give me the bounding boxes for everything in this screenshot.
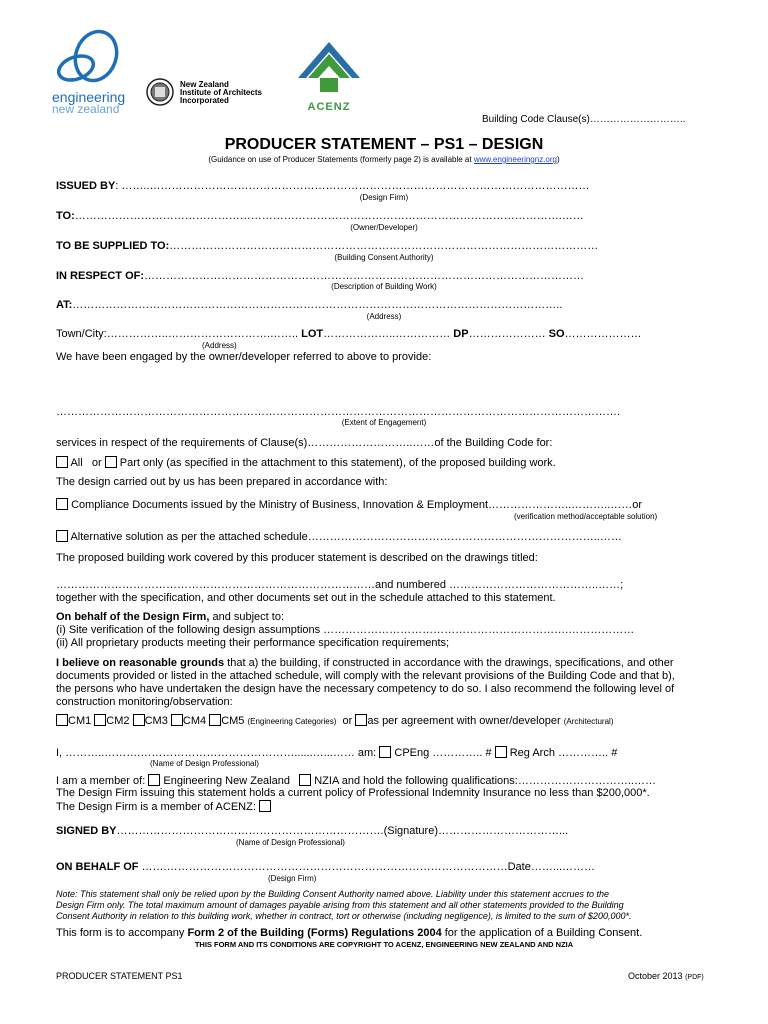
together-text: together with the specification, and other documents set out in the schedule attached to this statement. <box>56 592 556 604</box>
cm2-checkbox[interactable] <box>94 714 106 726</box>
on-behalf-field[interactable]: ON BEHALF OF …….…………………………………………………………………………………Date……...……… <box>56 861 596 873</box>
town-city-field[interactable]: Town/City:……………..……………………….…….. LOT………………..…………… DP………………… SO………………… <box>56 328 642 340</box>
verification-caption: (verification method/acceptable solution) <box>514 512 658 521</box>
proprietary-text: (ii) All proprietary products meeting their performance specification requirements; <box>56 637 450 649</box>
all-or-part-row: All or Part only (as specified in the attachment to this statement), of the proposed building work. <box>56 456 556 469</box>
compliance-checkbox[interactable] <box>56 498 68 510</box>
footer-right: October 2013 (PDF) <box>628 971 704 981</box>
cm5-checkbox[interactable] <box>209 714 221 726</box>
alternative-row <box>56 530 622 543</box>
professional-caption: (Name of Design Professional) <box>150 759 259 768</box>
nzia-seal-icon <box>146 78 174 106</box>
acenz-mark-icon <box>294 40 364 96</box>
engnz-member-checkbox[interactable] <box>148 774 160 786</box>
town-caption: (Address) <box>202 341 237 350</box>
professional-name-line[interactable]: I, ………..……….……………………………………......…...…… am: <box>56 747 377 759</box>
guidance-text: (Guidance on use of Producer Statements (formerly page 2) is available at www.engineeringnz.org) <box>208 155 560 164</box>
issued-by-field[interactable]: ISSUED BY: ……..………………………………………………………………………………………………………… <box>56 180 590 192</box>
compliance-label: Compliance Documents issued by the Ministry of Business, Innovation & Employment…………………..………..……or <box>71 499 643 511</box>
footer-left: PRODUCER STATEMENT PS1 <box>56 971 183 981</box>
alternative-label: Alternative solution as per the attached schedule……………………………………………………………………..…… <box>70 531 622 543</box>
nzia-member-checkbox[interactable] <box>299 774 311 786</box>
all-label: All <box>70 457 83 469</box>
engagement-caption: (Extent of Engagement) <box>341 418 427 427</box>
on-behalf-caption: (Design Firm) <box>268 874 317 883</box>
in-respect-of-field[interactable]: IN RESPECT OF:………………………………………………………………………………………………………… <box>56 270 585 282</box>
nzia-line2: Institute of Architects <box>180 88 262 97</box>
signed-by-field[interactable]: SIGNED BY……………………………………………………………….(Signature)……………………………... <box>56 825 569 837</box>
believe-line3: the persons who have undertaken the design have the necessary competency to do so. I also recommend the following level of <box>56 683 675 695</box>
part-only-label: Part only (as specified in the attachment to this statement), of the proposed building work. <box>119 457 556 469</box>
drawings-titled-text: The proposed building work covered by this producer statement is described on the drawings titled: <box>56 552 538 564</box>
signed-caption: (Name of Design Professional) <box>236 838 345 847</box>
design-carried-text: The design carried out by us has been prepared in accordance with: <box>56 476 388 488</box>
nzia-line3: Incorporated <box>180 96 229 105</box>
in-respect-of-caption: (Description of Building Work) <box>331 282 437 291</box>
at-caption: (Address) <box>366 312 402 321</box>
building-code-clause: Building Code Clause(s)……………………….. <box>482 114 686 125</box>
alternative-checkbox[interactable] <box>56 530 68 542</box>
numbered-line[interactable]: ……………………………………………………………………………and numbered …………………………………..……; <box>56 579 624 591</box>
guidance-link[interactable]: www.engineeringnz.org <box>473 155 557 164</box>
issued-by-caption: (Design Firm) <box>359 193 409 202</box>
cpeng-checkbox[interactable] <box>379 746 391 758</box>
compliance-row <box>56 498 642 511</box>
professional-row: I, ………..……….……………………………………......…...…… am: CPEng ………….. # Reg Arch ………….. # <box>56 747 618 759</box>
on-behalf-heading: On behalf of the Design Firm, and subject to: <box>56 611 285 623</box>
acenz-word: ACENZ <box>307 101 351 113</box>
note-line2: Design Firm only. The total maximum amount of damages payable arising from this statement and all other statements provided to the Building <box>56 900 624 910</box>
believe-line4: construction monitoring/observation: <box>56 696 233 708</box>
cm-row: CM1 CM2 CM3 CM4 CM5 (Engineering Categories) or as per agreement with owner/developer (Architectural) <box>56 714 613 727</box>
believe-line2: documents provided or listed in the attached schedule, will comply with the relevant provisions of the Building Code and that b), <box>56 670 675 682</box>
to-caption: (Owner/Developer) <box>350 223 418 232</box>
note-line1: Note: This statement shall only be relied upon by the Building Consent Authority named above. Liability under this statement accrues to the <box>56 889 609 899</box>
engnz-logo-word2: new zealand <box>52 102 120 116</box>
engagement-line[interactable]: ………………………………………………………………………………………………………………………………………. <box>56 406 621 418</box>
accompany-text: This form is to accompany Form 2 of the Building (Forms) Regulations 2004 for the application of a Building Consent. <box>56 927 643 939</box>
acenz-member-row: The Design Firm is a member of ACENZ: <box>56 800 271 813</box>
engaged-text: We have been engaged by the owner/developer referred to above to provide: <box>56 351 432 363</box>
engineering-nz-logo <box>52 28 126 116</box>
cm3-checkbox[interactable] <box>133 714 145 726</box>
note-line3: Consent Authority in relation to this building work, whether in contract, tort or otherwise (including negligence), is limited to the sum of $200,000*. <box>56 911 632 921</box>
engineering-nz-mark-icon <box>52 28 124 88</box>
to-field[interactable]: TO:…………………………………………………………………………………………………………………….…… <box>56 210 584 222</box>
indemnity-text: The Design Firm issuing this statement holds a current policy of Professional Indemnity Insurance no less than $200,000*. <box>56 787 650 799</box>
all-checkbox[interactable] <box>56 456 68 468</box>
supplied-to-caption: (Building Consent Authority) <box>334 253 434 262</box>
services-text: services in respect of the requirements of Clause(s)………………………..……of the Building Code for: <box>56 437 553 449</box>
agreement-checkbox[interactable] <box>355 714 367 726</box>
nzia-line1: New Zealand <box>180 80 229 89</box>
page-title: PRODUCER STATEMENT – PS1 – DESIGN <box>224 136 544 153</box>
at-field[interactable]: AT:…………………………………………………………………………………………………………………….. <box>56 299 563 311</box>
acenz-logo <box>294 40 364 113</box>
site-verification-line[interactable]: (i) Site verification of the following design assumptions ………………………………………………………….……………… <box>56 624 635 636</box>
believe-line1: I believe on reasonable grounds that a) the building, if constructed in accordance with the drawings, specifications, and other <box>56 657 674 669</box>
supplied-to-field[interactable]: TO BE SUPPLIED TO:……………………………………………………………………………………………………… <box>56 240 599 252</box>
part-only-checkbox[interactable] <box>105 456 117 468</box>
regarch-checkbox[interactable] <box>495 746 507 758</box>
cm4-checkbox[interactable] <box>171 714 183 726</box>
engnz-logo-word1: engineering <box>52 89 126 105</box>
copyright-text: THIS FORM AND ITS CONDITIONS ARE COPYRIGHT TO ACENZ, ENGINEERING NEW ZEALAND AND NZIA <box>194 940 574 949</box>
cm1-checkbox[interactable] <box>56 714 68 726</box>
member-row: I am a member of: Engineering New Zealand NZIA and hold the following qualifications:…………………………..…… <box>56 775 656 787</box>
acenz-member-checkbox[interactable] <box>259 800 271 812</box>
